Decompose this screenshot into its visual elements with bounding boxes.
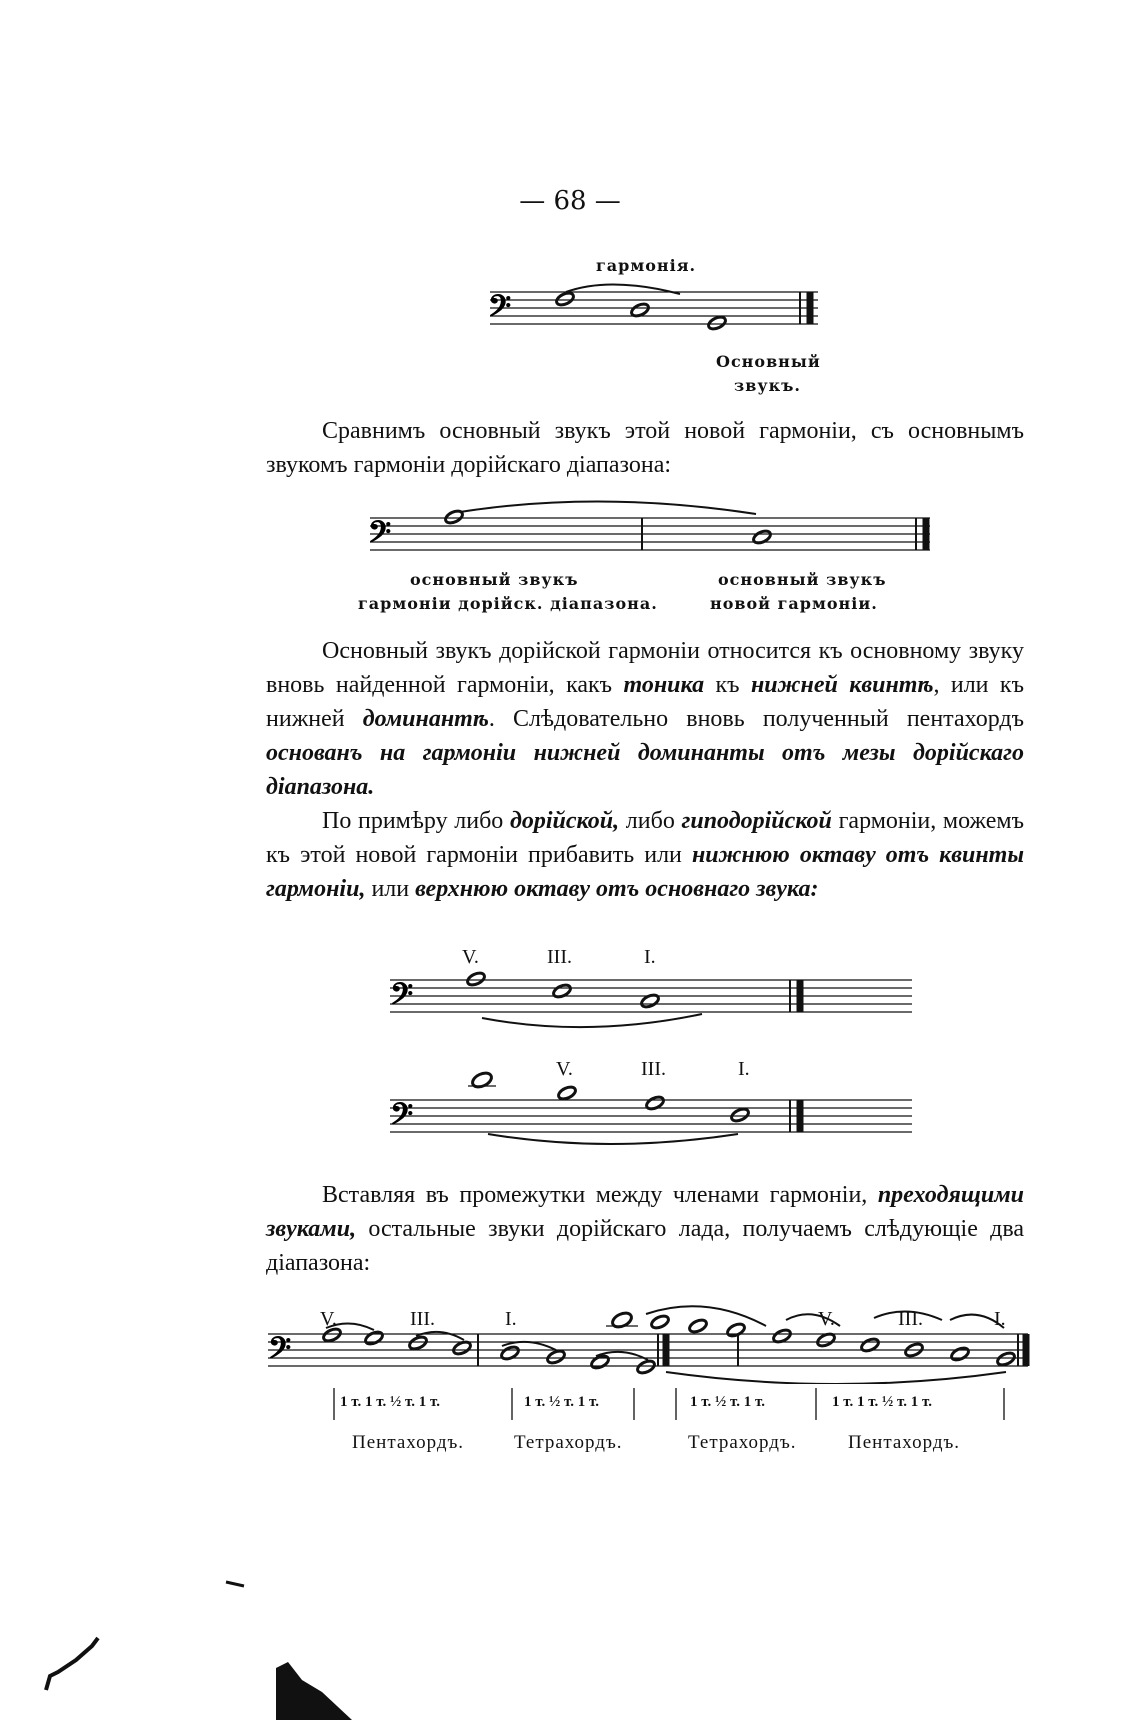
example2-staff xyxy=(360,496,940,568)
note xyxy=(408,1335,429,1352)
example3-staff2-label: I. xyxy=(738,1058,750,1080)
bass-clef-icon: 𝄢 xyxy=(368,515,392,557)
paragraph-3 xyxy=(266,804,1024,906)
paragraph-3-emph: верхнюю октаву отъ основнаго звука: xyxy=(415,876,819,902)
example4-left-label: V. xyxy=(320,1308,337,1330)
slur xyxy=(786,1314,840,1326)
paragraph-3-emph: дорійской, xyxy=(509,808,620,834)
note xyxy=(726,1322,747,1339)
paragraph-3-emph: гиподорійской xyxy=(681,808,832,834)
example4-staff xyxy=(266,1300,1032,1384)
example3-staff2-label: III. xyxy=(641,1058,666,1080)
slur xyxy=(950,1315,1004,1328)
example2-left-label-line2: гармоніи дорійск. діапазона. xyxy=(358,594,658,613)
example3-staff1-label: V. xyxy=(462,946,479,968)
paragraph-3-text: или xyxy=(365,876,416,902)
segment-label-1: Пентахордъ. xyxy=(352,1432,465,1453)
example2-right-label-line2: новой гармоніи. xyxy=(710,594,878,613)
example2-right-label-line1: основный звукъ xyxy=(718,570,887,589)
paragraph-2-text: . Слѣдовательно вновь полученный пентахордъ xyxy=(488,706,1024,732)
interval-group-4: 1 т. 1 т. ½ т. 1 т. xyxy=(832,1394,932,1410)
paragraph-2-emph: тоника xyxy=(623,672,705,698)
note xyxy=(322,1327,343,1344)
scan-mark xyxy=(276,1662,352,1720)
paragraph-2-emph: основанъ на гармоніи нижней доминанты отъ мезы дорійскаго діапазона. xyxy=(266,740,1024,800)
paragraph-3-text: По примѣру либо xyxy=(322,808,510,834)
page-number: — 68 — xyxy=(519,186,621,216)
bass-clef-icon: 𝄢 xyxy=(390,1097,414,1139)
note xyxy=(640,993,661,1010)
note xyxy=(546,1349,567,1366)
example4-right-label: I. xyxy=(994,1308,1006,1330)
note xyxy=(557,1085,578,1102)
note xyxy=(590,1354,611,1371)
example3-staff1-label: III. xyxy=(547,946,572,968)
interval-group-1: 1 т. 1 т. ½ т. 1 т. xyxy=(340,1394,440,1410)
note xyxy=(860,1337,881,1354)
note xyxy=(688,1318,709,1335)
bass-clef-icon: 𝄢 xyxy=(390,977,414,1019)
paragraph-2-emph: доминантѣ xyxy=(362,706,489,732)
paragraph-2 xyxy=(266,634,1024,804)
note xyxy=(555,291,576,308)
scan-artifacts xyxy=(36,1580,356,1730)
paragraph-4 xyxy=(266,1178,1024,1280)
segment-label-3: Тетрахордъ. xyxy=(688,1432,797,1453)
note xyxy=(364,1330,385,1347)
note xyxy=(444,509,465,526)
paragraph-2-text: Основный звукъ дорійской гармоніи относится къ основному звуку вновь найденной гармоніи, какъ xyxy=(266,638,1024,698)
bass-clef-icon: 𝄢 xyxy=(488,289,512,331)
note xyxy=(645,1095,666,1112)
scan-mark xyxy=(226,1582,244,1586)
example1-title: гармонія. xyxy=(596,256,697,275)
staff-lines xyxy=(490,292,818,324)
example2-left-label-line1: основный звукъ xyxy=(410,570,579,589)
note xyxy=(752,529,773,546)
example1-staff xyxy=(480,282,820,350)
example1-label-line1: Основный xyxy=(716,352,821,371)
note xyxy=(466,971,487,988)
note xyxy=(500,1345,521,1362)
scan-mark xyxy=(46,1638,98,1690)
paragraph-1: Сравнимъ основный звукъ этой новой гармоніи, съ основнымъ звукомъ гармоніи дорійскаго діапазона: xyxy=(266,418,1024,478)
segment-label-2: Тетрахордъ. xyxy=(514,1432,623,1453)
interval-group-3: 1 т. ½ т. 1 т. xyxy=(690,1394,765,1410)
paragraph-4-emph: преходящими звуками, xyxy=(266,1182,1024,1242)
paragraph-3-text: гармоніи, можемъ къ этой новой гармоніи прибавить или xyxy=(266,808,1025,868)
slur xyxy=(488,1134,738,1144)
slur xyxy=(460,501,756,514)
paragraph-2-text: , или къ нижней xyxy=(266,672,1024,732)
paragraph-3-emph: нижнюю октаву отъ квинты гармоніи, xyxy=(266,842,1024,902)
example4-right-label: III. xyxy=(898,1308,923,1330)
note xyxy=(707,315,728,332)
interval-group-2: 1 т. ½ т. 1 т. xyxy=(524,1394,599,1410)
staff-lines xyxy=(390,1100,912,1132)
example3-staff1 xyxy=(388,968,918,1030)
slur xyxy=(666,1372,1006,1384)
example1-label-line2: звукъ. xyxy=(734,376,801,395)
example4-left-label: III. xyxy=(410,1308,435,1330)
paragraph-2-emph: нижней квинтѣ xyxy=(750,672,934,698)
example4-left-label: I. xyxy=(505,1308,517,1330)
example4-right-label: V. xyxy=(818,1308,835,1330)
bass-clef-icon: 𝄢 xyxy=(268,1331,292,1373)
note xyxy=(470,1070,493,1089)
example3-staff1-label: I. xyxy=(644,946,656,968)
note xyxy=(996,1351,1017,1368)
note xyxy=(636,1359,657,1376)
example3-staff2-label: V. xyxy=(556,1058,573,1080)
note xyxy=(650,1314,671,1331)
slur xyxy=(482,1014,702,1027)
segment-label-4: Пентахордъ. xyxy=(848,1432,961,1453)
note xyxy=(730,1107,751,1124)
note xyxy=(552,983,573,1000)
paragraph-4-text: остальные звуки дорійскаго лада, получаемъ слѣдующіе два діапазона: xyxy=(266,1216,1024,1276)
slur xyxy=(874,1311,942,1320)
note xyxy=(950,1346,971,1363)
paragraph-3-text: либо xyxy=(619,808,682,834)
paragraph-4-text: Вставляя въ промежутки между членами гармоніи, xyxy=(322,1182,878,1208)
example3-staff2 xyxy=(388,1068,918,1152)
paragraph-2-text: къ xyxy=(704,672,751,698)
